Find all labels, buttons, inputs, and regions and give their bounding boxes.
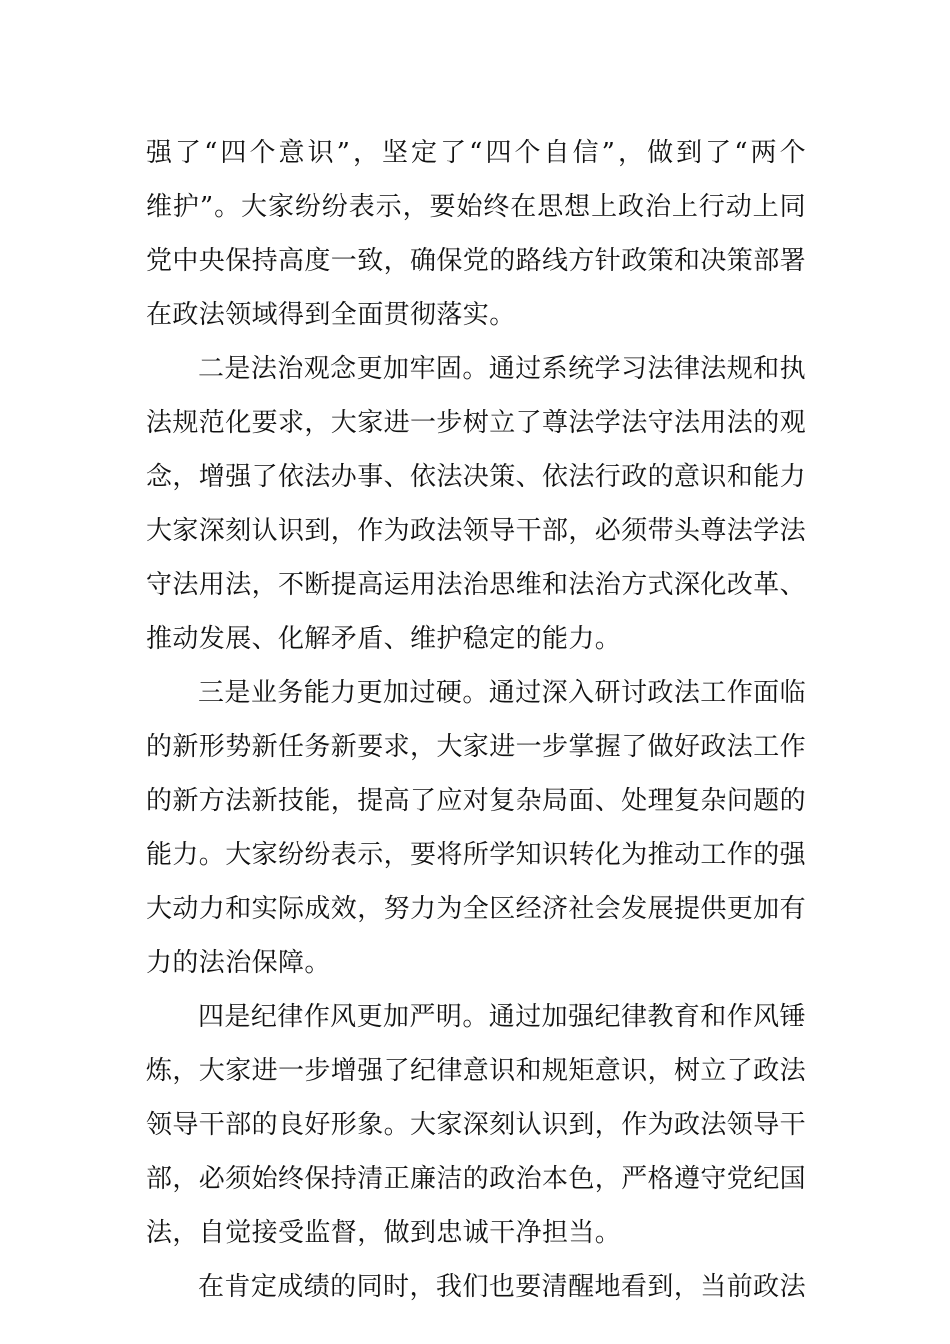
text-line: 党中央保持高度一致，确保党的路线方针政策和决策部署 [146,246,807,276]
text-line: 推动发展、化解矛盾、维护稳定的能力。 [146,624,622,654]
text-line: 能力。大家纷纷表示，要将所学知识转化为推动工作的强 [146,840,807,870]
text-line: 法规范化要求，大家进一步树立了尊法学法守法用法的观 [146,408,807,438]
text-line: 大家深刻认识到，作为政法领导干部，必须带头尊法学法 [146,516,807,546]
text-line: 四是纪律作风更加严明。通过加强纪律教育和作风锤 [198,1002,806,1032]
text-line: 守法用法，不断提高运用法治思维和法治方式深化改革、 [146,570,807,600]
text-line: 强了“四个意识”，坚定了“四个自信”，做到了“两个 [146,138,806,168]
document-body [146,126,806,1314]
text-line: 在肯定成绩的同时，我们也要清醒地看到，当前政法 [198,1272,806,1302]
text-line: 念，增强了依法办事、依法决策、依法行政的意识和能力 [146,462,807,492]
text-line: 炼，大家进一步增强了纪律意识和规矩意识，树立了政法 [146,1056,807,1086]
text-line: 领导干部的良好形象。大家深刻认识到，作为政法领导干 [146,1110,807,1140]
text-line: 法，自觉接受监督，做到忠诚干净担当。 [146,1218,622,1248]
paragraph-business-ability [146,666,806,990]
text-line: 在政法领域得到全面贯彻落实。 [146,300,516,330]
paragraph-rule-of-law [146,342,806,666]
text-line: 三是业务能力更加过硬。通过深入研讨政法工作面临 [198,678,806,708]
text-line: 的新形势新任务新要求，大家进一步掌握了做好政法工作 [146,732,807,762]
text-line: 部，必须始终保持清正廉洁的政治本色，严格遵守党纪国 [146,1164,807,1194]
paragraph-achievements [146,1260,806,1314]
text-line: 力的法治保障。 [146,948,331,978]
text-line: 的新方法新技能，提高了应对复杂局面、处理复杂问题的 [146,786,807,816]
text-line: 大动力和实际成效，努力为全区经济社会发展提供更加有 [146,894,807,924]
paragraph-continuation [146,126,806,342]
paragraph-discipline [146,990,806,1260]
text-line: 二是法治观念更加牢固。通过系统学习法律法规和执 [198,354,806,384]
text-line: 维护”。大家纷纷表示，要始终在思想上政治上行动上同 [146,192,806,222]
